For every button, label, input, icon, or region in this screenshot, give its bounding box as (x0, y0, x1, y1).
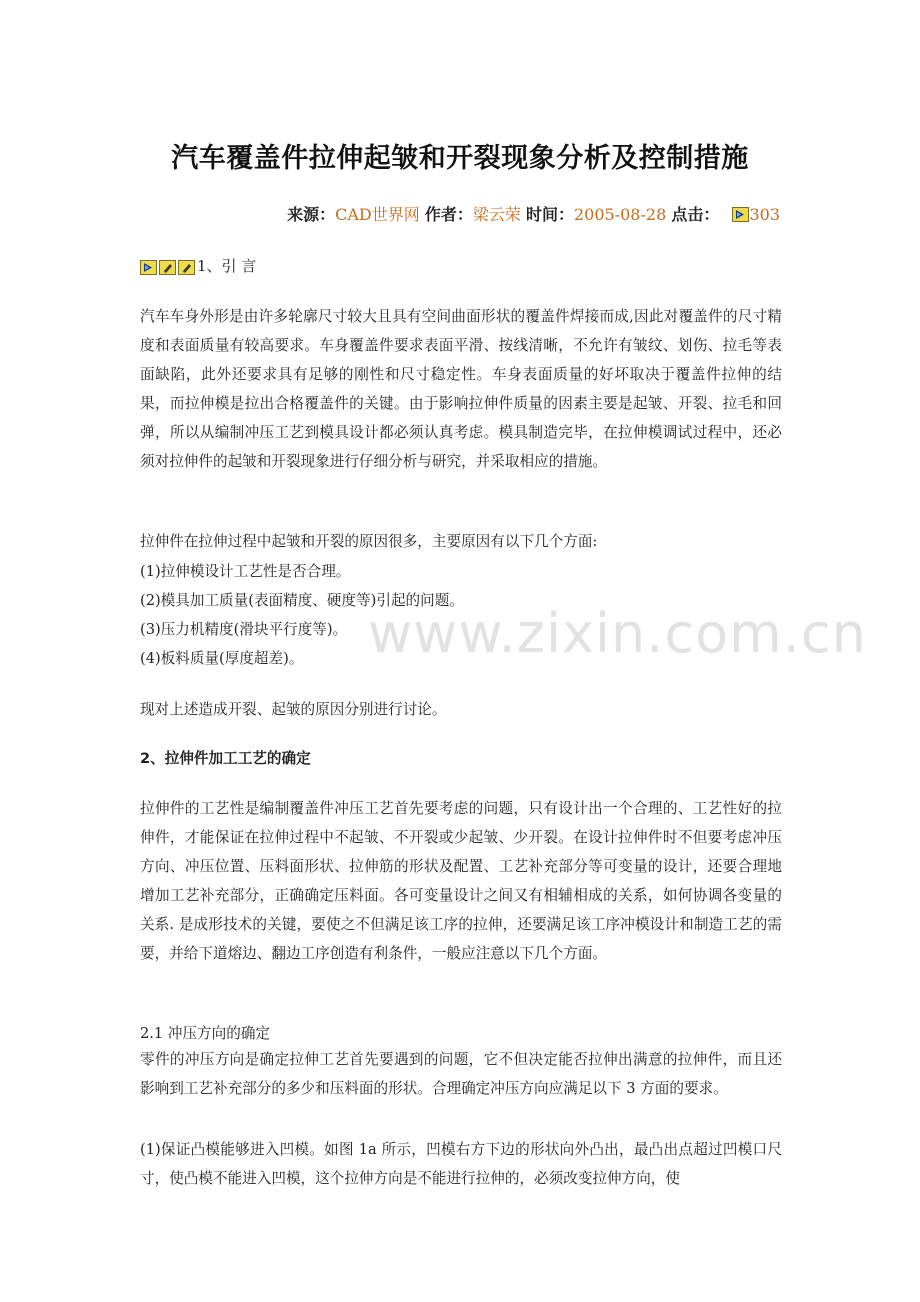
article-meta (287, 202, 780, 225)
requirement-item-1: (1)保证凸模能够进入凹模。如图 1a 所示，凹模右方下边的形状向外凸出，最凸出点超过凹模口尺寸，使凸模不能进入凹模，这个拉伸方向是不能进行拉伸的，必须改变拉伸方向，使 (140, 1141, 782, 1187)
discussion-intro: 现对上述造成开裂、起皱的原因分别进行讨论。 (140, 701, 447, 718)
arrow-bullet-icon (732, 207, 749, 222)
causes-intro: 拉伸件在拉伸过程中起皱和开裂的原因很多，主要原因有以下几个方面: (140, 533, 598, 550)
cause-item-3: (3)压力机精度(滑块平行度等)。 (140, 621, 348, 638)
author-value: 梁云荣 (472, 205, 521, 224)
cause-item-2: (2)模具加工质量(表面精度、硬度等)引起的问题。 (140, 592, 464, 609)
source-link[interactable]: CAD世界网 (335, 205, 420, 224)
section-2-paragraph: 拉伸件的工艺性是编制覆盖件冲压工艺首先要考虑的问题，只有设计出一个合理的、工艺性好的拉伸件，才能保证在拉伸过程中不起皱、不开裂或少起皱、少开裂。在设计拉伸件时不但要考虑冲压方向、冲压位置、压料面形状、拉伸筋的形状及配置、工艺补充部分等可变量的设计，还要合理地增加工艺补充部分，正确确定压料面。各可变量设计之间又有相辅相成的关系，如何协调各变量的关系. 是成形技术的关键，要使之不但满足该工序的拉伸，还要满足该工序冲模设计和制造工艺的需要，并给下道熔边、翻边工序创造有利条件，一般应注意以下几个方面。 (140, 800, 782, 962)
arrow-bullet-icon (140, 260, 157, 275)
section-1-heading (140, 255, 256, 277)
page-title: 汽车覆盖件拉伸起皱和开裂现象分析及控制措施 (171, 143, 749, 174)
subsection-2-1-heading: 2.1 冲压方向的确定 (140, 1025, 271, 1042)
source-label: 来源： (287, 205, 336, 224)
pencil-icon (159, 260, 176, 275)
clicks-value: 303 (749, 205, 780, 224)
time-value: 2005-08-28 (574, 205, 667, 224)
cause-item-1: (1)拉伸模设计工艺性是否合理。 (140, 563, 351, 580)
clicks-label: 点击： (671, 205, 720, 224)
watermark: www.zixin.com.cn (368, 602, 867, 665)
time-label: 时间： (525, 205, 574, 224)
section-1-paragraph: 汽车车身外形是由许多轮廓尺寸较大且具有空间曲面形状的覆盖件焊接而成,因此对覆盖件的尺寸精度和表面质量有较高要求。车身覆盖件要求表面平滑、按线清晰，不允许有皱纹、划伤、拉毛等表面缺陷，此外还要求具有足够的刚性和尺寸稳定性。车身表面质量的好坏取决于覆盖件拉伸的结果，而拉伸模是拉出合格覆盖件的关键。由于影响拉伸件质量的因素主要是起皱、开裂、拉毛和回弹，所以从编制冲压工艺到模具设计都必须认真考虑。模具制造完毕，在拉伸模调试过程中，还必须对拉伸件的起皱和开裂现象进行仔细分析与研究，并采取相应的措施。 (140, 308, 782, 470)
cause-item-4: (4)板料质量(厚度超差)。 (140, 650, 304, 667)
section-1-title: 1、引 言 (197, 257, 257, 275)
author-label: 作者： (424, 205, 473, 224)
section-2-heading: 2、拉伸件加工工艺的确定 (140, 750, 311, 767)
subsection-2-1-paragraph: 零件的冲压方向是确定拉伸工艺首先要遇到的问题，它不但决定能否拉伸出满意的拉伸件，而且还影响到工艺补充部分的多少和压料面的形状。合理确定冲压方向应满足以下 3 方面的要求。 (140, 1051, 782, 1097)
pencil-icon (178, 260, 195, 275)
